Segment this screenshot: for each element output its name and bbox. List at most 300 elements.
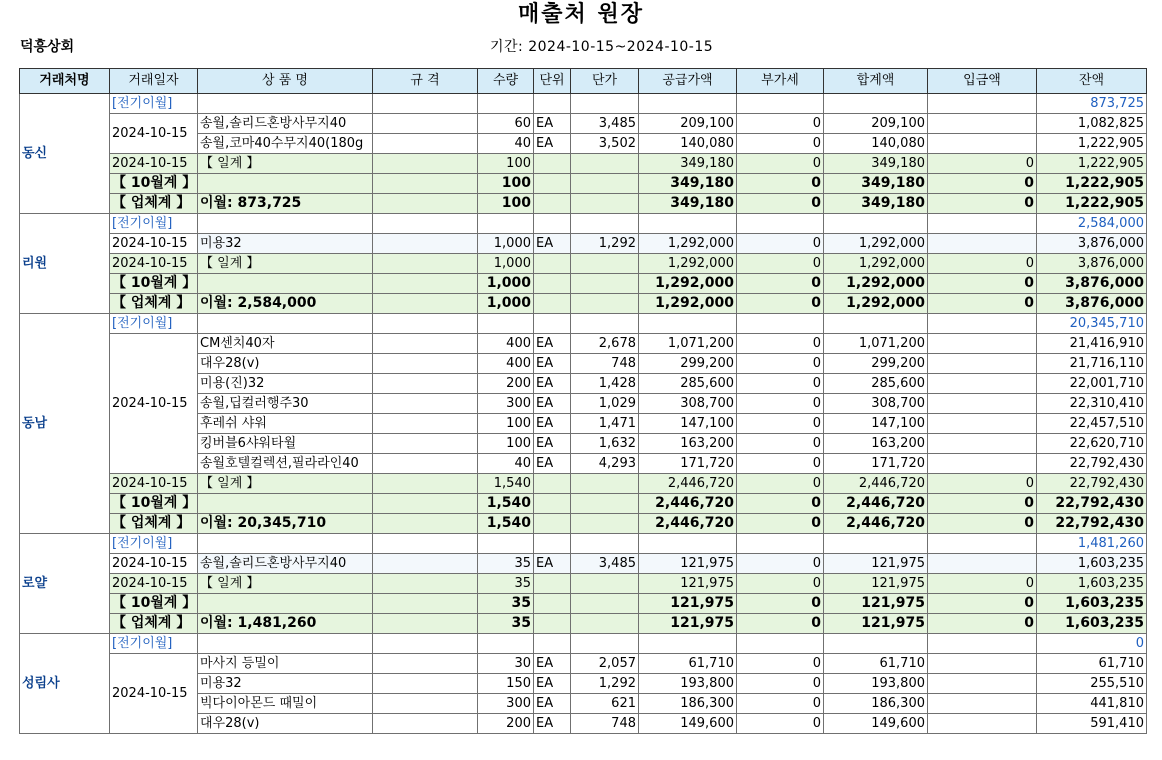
empty-cell (534, 474, 571, 494)
empty-cell (198, 174, 373, 194)
daily-qty: 1,000 (478, 254, 534, 274)
balance: 22,310,410 (1037, 394, 1147, 414)
qty: 40 (478, 134, 534, 154)
vat: 0 (737, 394, 824, 414)
empty-cell (639, 534, 737, 554)
empty-cell (571, 534, 639, 554)
table-row-monthly-total (20, 174, 1147, 194)
spec (373, 454, 478, 474)
header-product: 상 품 명 (198, 69, 373, 94)
client-name: 동신 (20, 94, 110, 214)
table-header-row (20, 69, 1147, 94)
daily-vat: 0 (737, 574, 824, 594)
empty-cell (534, 614, 571, 634)
daily-label: 【 일계 】 (198, 154, 373, 174)
total-amount: 193,800 (824, 674, 928, 694)
qty: 400 (478, 354, 534, 374)
qty: 200 (478, 714, 534, 734)
spec (373, 414, 478, 434)
total-amount: 149,600 (824, 714, 928, 734)
table-row (20, 654, 1147, 674)
monthly-total: 1,292,000 (824, 274, 928, 294)
empty-cell (534, 314, 571, 334)
supply-amount: 299,200 (639, 354, 737, 374)
vat: 0 (737, 134, 824, 154)
vat: 0 (737, 414, 824, 434)
empty-cell (571, 214, 639, 234)
vat: 0 (737, 334, 824, 354)
unit-price: 3,485 (571, 114, 639, 134)
vat: 0 (737, 674, 824, 694)
daily-total: 2,446,720 (824, 474, 928, 494)
unit: EA (534, 554, 571, 574)
daily-date: 2024-10-15 (110, 474, 198, 494)
empty-cell (571, 94, 639, 114)
spec (373, 694, 478, 714)
vat: 0 (737, 714, 824, 734)
period-label: 기간: (490, 39, 524, 55)
empty-cell (928, 214, 1037, 234)
empty-cell (373, 154, 478, 174)
header-price: 단가 (571, 69, 639, 94)
prev-label: [전기이월] (110, 314, 198, 334)
empty-cell (534, 294, 571, 314)
trade-date: 2024-10-15 (110, 554, 198, 574)
client-total-deposit: 0 (928, 514, 1037, 534)
product-name: 송월,딥컬러행주30 (198, 394, 373, 414)
monthly-label: 【 10월계 】 (110, 174, 198, 194)
empty-cell (737, 634, 824, 654)
table-row-daily-total (20, 574, 1147, 594)
empty-cell (737, 94, 824, 114)
vat: 0 (737, 454, 824, 474)
qty: 300 (478, 694, 534, 714)
total-amount: 299,200 (824, 354, 928, 374)
prev-balance: 0 (1037, 634, 1147, 654)
balance: 591,410 (1037, 714, 1147, 734)
supply-amount: 61,710 (639, 654, 737, 674)
total-amount: 171,720 (824, 454, 928, 474)
monthly-balance: 22,792,430 (1037, 494, 1147, 514)
unit-price: 1,471 (571, 414, 639, 434)
table-row (20, 334, 1147, 354)
deposit (928, 554, 1037, 574)
empty-cell (534, 574, 571, 594)
monthly-label: 【 10월계 】 (110, 594, 198, 614)
client-name: 성림사 (20, 634, 110, 734)
client-name: 동남 (20, 314, 110, 534)
table-row-client-total (20, 514, 1147, 534)
unit-price: 3,502 (571, 134, 639, 154)
monthly-vat: 0 (737, 494, 824, 514)
spec (373, 554, 478, 574)
monthly-total: 2,446,720 (824, 494, 928, 514)
client-total-carry: 이월: 2,584,000 (198, 294, 373, 314)
unit-price: 1,029 (571, 394, 639, 414)
client-total-deposit: 0 (928, 614, 1037, 634)
daily-label: 【 일계 】 (198, 254, 373, 274)
client-total-carry: 이월: 20,345,710 (198, 514, 373, 534)
client-total-label: 【 업체계 】 (110, 294, 198, 314)
empty-cell (534, 594, 571, 614)
deposit (928, 694, 1037, 714)
client-total-balance: 1,603,235 (1037, 614, 1147, 634)
client-total-supply: 121,975 (639, 614, 737, 634)
product-name: 빅다이아몬드 때밀이 (198, 694, 373, 714)
daily-supply: 121,975 (639, 574, 737, 594)
client-total-qty: 35 (478, 614, 534, 634)
supply-amount: 193,800 (639, 674, 737, 694)
empty-cell (534, 174, 571, 194)
daily-total: 121,975 (824, 574, 928, 594)
empty-cell (534, 634, 571, 654)
empty-cell (373, 314, 478, 334)
supply-amount: 163,200 (639, 434, 737, 454)
empty-cell (571, 154, 639, 174)
unit-price: 3,485 (571, 554, 639, 574)
unit: EA (534, 134, 571, 154)
monthly-deposit: 0 (928, 594, 1037, 614)
empty-cell (198, 534, 373, 554)
unit-price: 1,292 (571, 674, 639, 694)
spec (373, 714, 478, 734)
unit: EA (534, 654, 571, 674)
monthly-balance: 3,876,000 (1037, 274, 1147, 294)
daily-deposit: 0 (928, 474, 1037, 494)
header-vat: 부가세 (737, 69, 824, 94)
empty-cell (373, 254, 478, 274)
unit: EA (534, 334, 571, 354)
total-amount: 121,975 (824, 554, 928, 574)
product-name: 마사지 등밀이 (198, 654, 373, 674)
table-row-prev-balance (20, 314, 1147, 334)
client-total-total: 349,180 (824, 194, 928, 214)
client-total-qty: 1,000 (478, 294, 534, 314)
unit: EA (534, 234, 571, 254)
trade-date: 2024-10-15 (110, 114, 198, 154)
empty-cell (571, 494, 639, 514)
supply-amount: 285,600 (639, 374, 737, 394)
client-name: 리원 (20, 214, 110, 314)
empty-cell (373, 294, 478, 314)
unit-price: 1,428 (571, 374, 639, 394)
unit: EA (534, 354, 571, 374)
empty-cell (571, 574, 639, 594)
spec (373, 434, 478, 454)
vat: 0 (737, 654, 824, 674)
table-row (20, 554, 1147, 574)
empty-cell (571, 294, 639, 314)
table-row-daily-total (20, 254, 1147, 274)
client-total-vat: 0 (737, 194, 824, 214)
empty-cell (534, 154, 571, 174)
client-total-balance: 3,876,000 (1037, 294, 1147, 314)
deposit (928, 454, 1037, 474)
monthly-supply: 121,975 (639, 594, 737, 614)
table-row-monthly-total (20, 274, 1147, 294)
deposit (928, 714, 1037, 734)
product-name: 미용32 (198, 234, 373, 254)
empty-cell (571, 254, 639, 274)
table-row-prev-balance (20, 94, 1147, 114)
empty-cell (198, 314, 373, 334)
balance: 3,876,000 (1037, 234, 1147, 254)
daily-qty: 100 (478, 154, 534, 174)
monthly-label: 【 10월계 】 (110, 274, 198, 294)
table-row-prev-balance (20, 634, 1147, 654)
daily-balance: 3,876,000 (1037, 254, 1147, 274)
balance: 22,792,430 (1037, 454, 1147, 474)
empty-cell (534, 274, 571, 294)
empty-cell (824, 94, 928, 114)
daily-total: 349,180 (824, 154, 928, 174)
daily-qty: 35 (478, 574, 534, 594)
empty-cell (571, 514, 639, 534)
empty-cell (373, 474, 478, 494)
monthly-label: 【 10월계 】 (110, 494, 198, 514)
monthly-supply: 1,292,000 (639, 274, 737, 294)
prev-balance: 1,481,260 (1037, 534, 1147, 554)
total-amount: 186,300 (824, 694, 928, 714)
qty: 200 (478, 374, 534, 394)
daily-balance: 1,222,905 (1037, 154, 1147, 174)
deposit (928, 654, 1037, 674)
spec (373, 334, 478, 354)
unit: EA (534, 114, 571, 134)
empty-cell (373, 594, 478, 614)
deposit (928, 354, 1037, 374)
header-unit: 단위 (534, 69, 571, 94)
supply-amount: 1,292,000 (639, 234, 737, 254)
qty: 35 (478, 554, 534, 574)
trade-date: 2024-10-15 (110, 654, 198, 734)
monthly-balance: 1,603,235 (1037, 594, 1147, 614)
product-name: 송월,코마40수무지40(180g (198, 134, 373, 154)
client-total-carry: 이월: 873,725 (198, 194, 373, 214)
balance: 441,810 (1037, 694, 1147, 714)
balance: 22,001,710 (1037, 374, 1147, 394)
empty-cell (373, 274, 478, 294)
supply-amount: 147,100 (639, 414, 737, 434)
product-name: 대우28(v) (198, 714, 373, 734)
total-amount: 308,700 (824, 394, 928, 414)
supply-amount: 171,720 (639, 454, 737, 474)
empty-cell (571, 174, 639, 194)
table-row-prev-balance (20, 534, 1147, 554)
balance: 1,222,905 (1037, 134, 1147, 154)
empty-cell (824, 314, 928, 334)
empty-cell (478, 214, 534, 234)
header-supply: 공급가액 (639, 69, 737, 94)
daily-date: 2024-10-15 (110, 574, 198, 594)
empty-cell (639, 94, 737, 114)
empty-cell (534, 494, 571, 514)
product-name: CM센치40자 (198, 334, 373, 354)
unit-price: 1,292 (571, 234, 639, 254)
daily-vat: 0 (737, 154, 824, 174)
table-row-prev-balance (20, 214, 1147, 234)
monthly-deposit: 0 (928, 274, 1037, 294)
trade-date: 2024-10-15 (110, 334, 198, 474)
empty-cell (373, 634, 478, 654)
spec (373, 354, 478, 374)
empty-cell (534, 254, 571, 274)
empty-cell (478, 634, 534, 654)
client-total-total: 2,446,720 (824, 514, 928, 534)
empty-cell (571, 634, 639, 654)
prev-balance: 20,345,710 (1037, 314, 1147, 334)
daily-total: 1,292,000 (824, 254, 928, 274)
balance: 1,082,825 (1037, 114, 1147, 134)
empty-cell (571, 274, 639, 294)
empty-cell (824, 534, 928, 554)
prev-label: [전기이월] (110, 534, 198, 554)
empty-cell (639, 214, 737, 234)
total-amount: 1,292,000 (824, 234, 928, 254)
unit: EA (534, 394, 571, 414)
daily-supply: 2,446,720 (639, 474, 737, 494)
empty-cell (737, 534, 824, 554)
client-total-balance: 1,222,905 (1037, 194, 1147, 214)
qty: 150 (478, 674, 534, 694)
unit: EA (534, 694, 571, 714)
client-total-label: 【 업체계 】 (110, 514, 198, 534)
monthly-total: 121,975 (824, 594, 928, 614)
empty-cell (737, 214, 824, 234)
table-row-daily-total (20, 474, 1147, 494)
empty-cell (571, 614, 639, 634)
qty: 100 (478, 414, 534, 434)
client-name: 로얄 (20, 534, 110, 634)
monthly-vat: 0 (737, 594, 824, 614)
monthly-qty: 1,000 (478, 274, 534, 294)
client-total-label: 【 업체계 】 (110, 194, 198, 214)
unit-price: 4,293 (571, 454, 639, 474)
report-title: 매출처 원장 (518, 2, 644, 27)
client-total-total: 1,292,000 (824, 294, 928, 314)
unit: EA (534, 434, 571, 454)
daily-date: 2024-10-15 (110, 154, 198, 174)
spec (373, 654, 478, 674)
client-total-total: 121,975 (824, 614, 928, 634)
table-row-client-total (20, 194, 1147, 214)
deposit (928, 114, 1037, 134)
total-amount: 140,080 (824, 134, 928, 154)
prev-label: [전기이월] (110, 214, 198, 234)
unit: EA (534, 454, 571, 474)
daily-supply: 1,292,000 (639, 254, 737, 274)
empty-cell (928, 534, 1037, 554)
total-amount: 147,100 (824, 414, 928, 434)
balance: 22,457,510 (1037, 414, 1147, 434)
empty-cell (928, 94, 1037, 114)
deposit (928, 134, 1037, 154)
vat: 0 (737, 694, 824, 714)
balance: 22,620,710 (1037, 434, 1147, 454)
empty-cell (373, 514, 478, 534)
table-row-client-total (20, 294, 1147, 314)
supply-amount: 209,100 (639, 114, 737, 134)
product-name: 미용(진)32 (198, 374, 373, 394)
qty: 60 (478, 114, 534, 134)
ledger-table (19, 68, 1147, 734)
prev-label: [전기이월] (110, 634, 198, 654)
empty-cell (534, 514, 571, 534)
spec (373, 374, 478, 394)
daily-deposit: 0 (928, 254, 1037, 274)
monthly-vat: 0 (737, 274, 824, 294)
qty: 40 (478, 454, 534, 474)
product-name: 후레쉬 샤워 (198, 414, 373, 434)
table-row (20, 114, 1147, 134)
monthly-deposit: 0 (928, 174, 1037, 194)
header-spec: 규 격 (373, 69, 478, 94)
empty-cell (478, 534, 534, 554)
unit-price: 1,632 (571, 434, 639, 454)
client-total-deposit: 0 (928, 194, 1037, 214)
prev-balance: 2,584,000 (1037, 214, 1147, 234)
deposit (928, 334, 1037, 354)
qty: 400 (478, 334, 534, 354)
empty-cell (534, 534, 571, 554)
product-name: 미용32 (198, 674, 373, 694)
deposit (928, 374, 1037, 394)
empty-cell (824, 634, 928, 654)
unit: EA (534, 714, 571, 734)
header-balance: 잔액 (1037, 69, 1147, 94)
empty-cell (373, 174, 478, 194)
empty-cell (198, 494, 373, 514)
client-total-balance: 22,792,430 (1037, 514, 1147, 534)
ledger-body (20, 94, 1147, 734)
qty: 100 (478, 434, 534, 454)
empty-cell (198, 214, 373, 234)
balance: 1,603,235 (1037, 554, 1147, 574)
daily-supply: 349,180 (639, 154, 737, 174)
empty-cell (928, 634, 1037, 654)
daily-balance: 1,603,235 (1037, 574, 1147, 594)
total-amount: 285,600 (824, 374, 928, 394)
unit: EA (534, 414, 571, 434)
header-client: 거래처명 (20, 69, 110, 94)
report-period (490, 36, 713, 56)
balance: 21,716,110 (1037, 354, 1147, 374)
product-name: 킹버블6샤워타월 (198, 434, 373, 454)
empty-cell (198, 274, 373, 294)
supply-amount: 186,300 (639, 694, 737, 714)
balance: 61,710 (1037, 654, 1147, 674)
deposit (928, 674, 1037, 694)
spec (373, 394, 478, 414)
header-date: 거래일자 (110, 69, 198, 94)
deposit (928, 414, 1037, 434)
monthly-supply: 349,180 (639, 174, 737, 194)
empty-cell (373, 214, 478, 234)
daily-deposit: 0 (928, 574, 1037, 594)
total-amount: 209,100 (824, 114, 928, 134)
balance: 255,510 (1037, 674, 1147, 694)
balance: 21,416,910 (1037, 334, 1147, 354)
total-amount: 61,710 (824, 654, 928, 674)
empty-cell (373, 574, 478, 594)
client-total-qty: 100 (478, 194, 534, 214)
period-value: 2024-10-15~2024-10-15 (528, 39, 714, 55)
client-total-vat: 0 (737, 514, 824, 534)
empty-cell (639, 634, 737, 654)
empty-cell (639, 314, 737, 334)
client-total-vat: 0 (737, 614, 824, 634)
empty-cell (373, 94, 478, 114)
